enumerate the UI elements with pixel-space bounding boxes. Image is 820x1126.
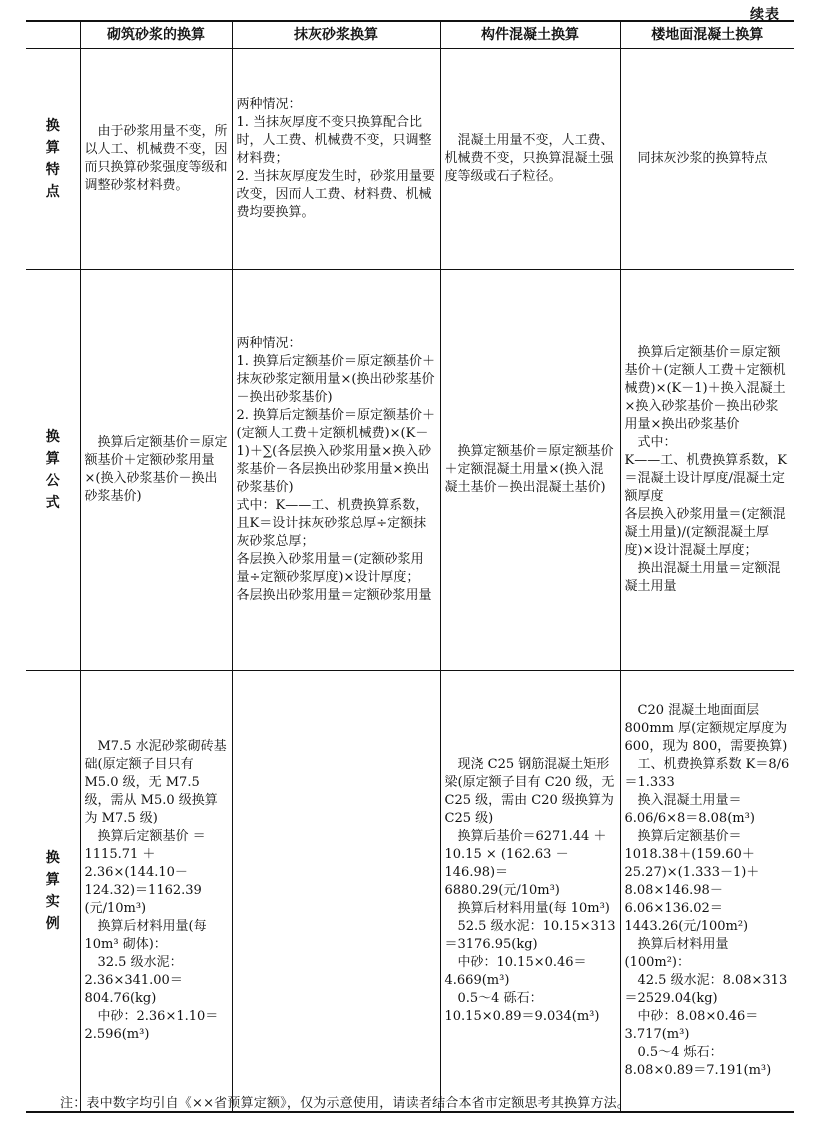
table-cell: 两种情况： 1. 当抹灰厚度不变只换算配合比时，人工费、机械费不变，只调整材料费； 2. 当抹灰厚度发生时，砂浆用量要改变，因而人工费、材料费、机械费均要换算。 xyxy=(232,49,440,270)
row-label: 换 算 实 例 xyxy=(26,671,80,1113)
conversion-table xyxy=(26,20,794,1113)
header-cell: 构件混凝土换算 xyxy=(440,21,620,49)
row-label: 换 算 公 式 xyxy=(26,270,80,671)
table-cell: M7.5 水泥砂浆砌砖基础(原定额子目只有 M5.0 级，无 M7.5 级，需从 M5.0 级换算为 M7.5 级) 换算后定额基价 ＝ 1115.71 ＋ 2.36×(144.10－124.32)＝1162.39 (元/10m³) 换算后材料用量(每 10m³ 砌体)： 32.5 级水泥：2.36×341.00＝804.76(kg) 中砂：2.36×1.10＝2.596(m³) xyxy=(80,671,232,1113)
table-cell: 混凝土用量不变，人工费、机械费不变，只换算混凝土强度等级或石子粒径。 xyxy=(440,49,620,270)
header-cell: 楼地面混凝土换算 xyxy=(620,21,794,49)
table-cell: 换算定额基价＝原定额基价＋定额混凝土用量×(换入混凝土基价－换出混凝土基价) xyxy=(440,270,620,671)
table-cell: 换算后定额基价＝原定额基价＋(定额人工费＋定额机械费)×(K－1)＋换入混凝土×换入砂浆基价－换出砂浆用量×换出砂浆基价 式中： K——工、机费换算系数，K＝混凝土设计厚度/混凝土定额厚度 各层换入砂浆用量＝(定额混凝土用量)/(定额混凝土厚度)×设计混凝土厚度； 换出混凝土用量＝定额混凝土用量 xyxy=(620,270,794,671)
header-cell: 抹灰砂浆换算 xyxy=(232,21,440,49)
table-cell: 由于砂浆用量不变，所以人工、机械费不变，因而只换算砂浆强度等级和调整砂浆材料费。 xyxy=(80,49,232,270)
table-cell: 换算后定额基价＝原定额基价＋定额砂浆用量×(换入砂浆基价－换出砂浆基价) xyxy=(80,270,232,671)
row-label: 换 算 特 点 xyxy=(26,49,80,270)
table-cell: 现浇 C25 钢筋混凝土矩形梁(原定额子目有 C20 级，无 C25 级，需由 C20 级换算为 C25 级) 换算后基价＝6271.44 ＋ 10.15 × (162.63 － 146.98)＝6880.29(元/10m³) 换算后材料用量(每 10m³) 52.5 级水泥：10.15×313＝3176.95(kg) 中砂：10.15×0.46＝4.669(m³) 0.5～4 砾石：10.15×0.89＝9.034(m³) xyxy=(440,671,620,1113)
table-row xyxy=(26,270,794,671)
table-cell xyxy=(232,671,440,1113)
table-row xyxy=(26,671,794,1113)
table-cell: C20 混凝土地面面层 800mm 厚(定额规定厚度为 600，现为 800，需要换算) 工、机费换算系数 K＝8/6＝1.333 换入混凝土用量＝6.06/6×8＝8.08(m³) 换算后定额基价＝1018.38＋(159.60＋25.27)×(1.333－1)＋8.08×146.98－6.06×136.02＝1443.26(元/100m²) 换算后材料用量(100m²)： 42.5 级水泥：8.08×313＝2529.04(kg) 中砂：8.08×0.46＝3.717(m³) 0.5～4 烁石：8.08×0.89＝7.191(m³) xyxy=(620,671,794,1113)
header-cell xyxy=(26,21,80,49)
table-row xyxy=(26,49,794,270)
table-cell: 两种情况： 1. 换算后定额基价＝原定额基价＋抹灰砂浆定额用量×(换出砂浆基价－换出砂浆基价) 2. 换算后定额基价＝原定额基价＋(定额人工费＋定额机械费)×(K－1)＋∑(各层换入砂浆用量×换入砂浆基价－各层换出砂浆用量×换出砂浆基价) 式中：K——工、机费换算系数，且K＝设计抹灰砂浆总厚÷定额抹灰砂浆总厚； 各层换入砂浆用量＝(定额砂浆用量÷定额砂浆厚度)×设计厚度； 各层换出砂浆用量＝定额砂浆用量 xyxy=(232,270,440,671)
header-cell: 砌筑砂浆的换算 xyxy=(80,21,232,49)
footnote: 注：表中数字均引自《××省预算定额》，仅为示意使用，请读者结合本省市定额思考其换算方法。 xyxy=(60,1096,631,1111)
continued-label: 续表 xyxy=(750,7,780,23)
table-cell: 同抹灰沙浆的换算特点 xyxy=(620,49,794,270)
table-header-row xyxy=(26,21,794,49)
